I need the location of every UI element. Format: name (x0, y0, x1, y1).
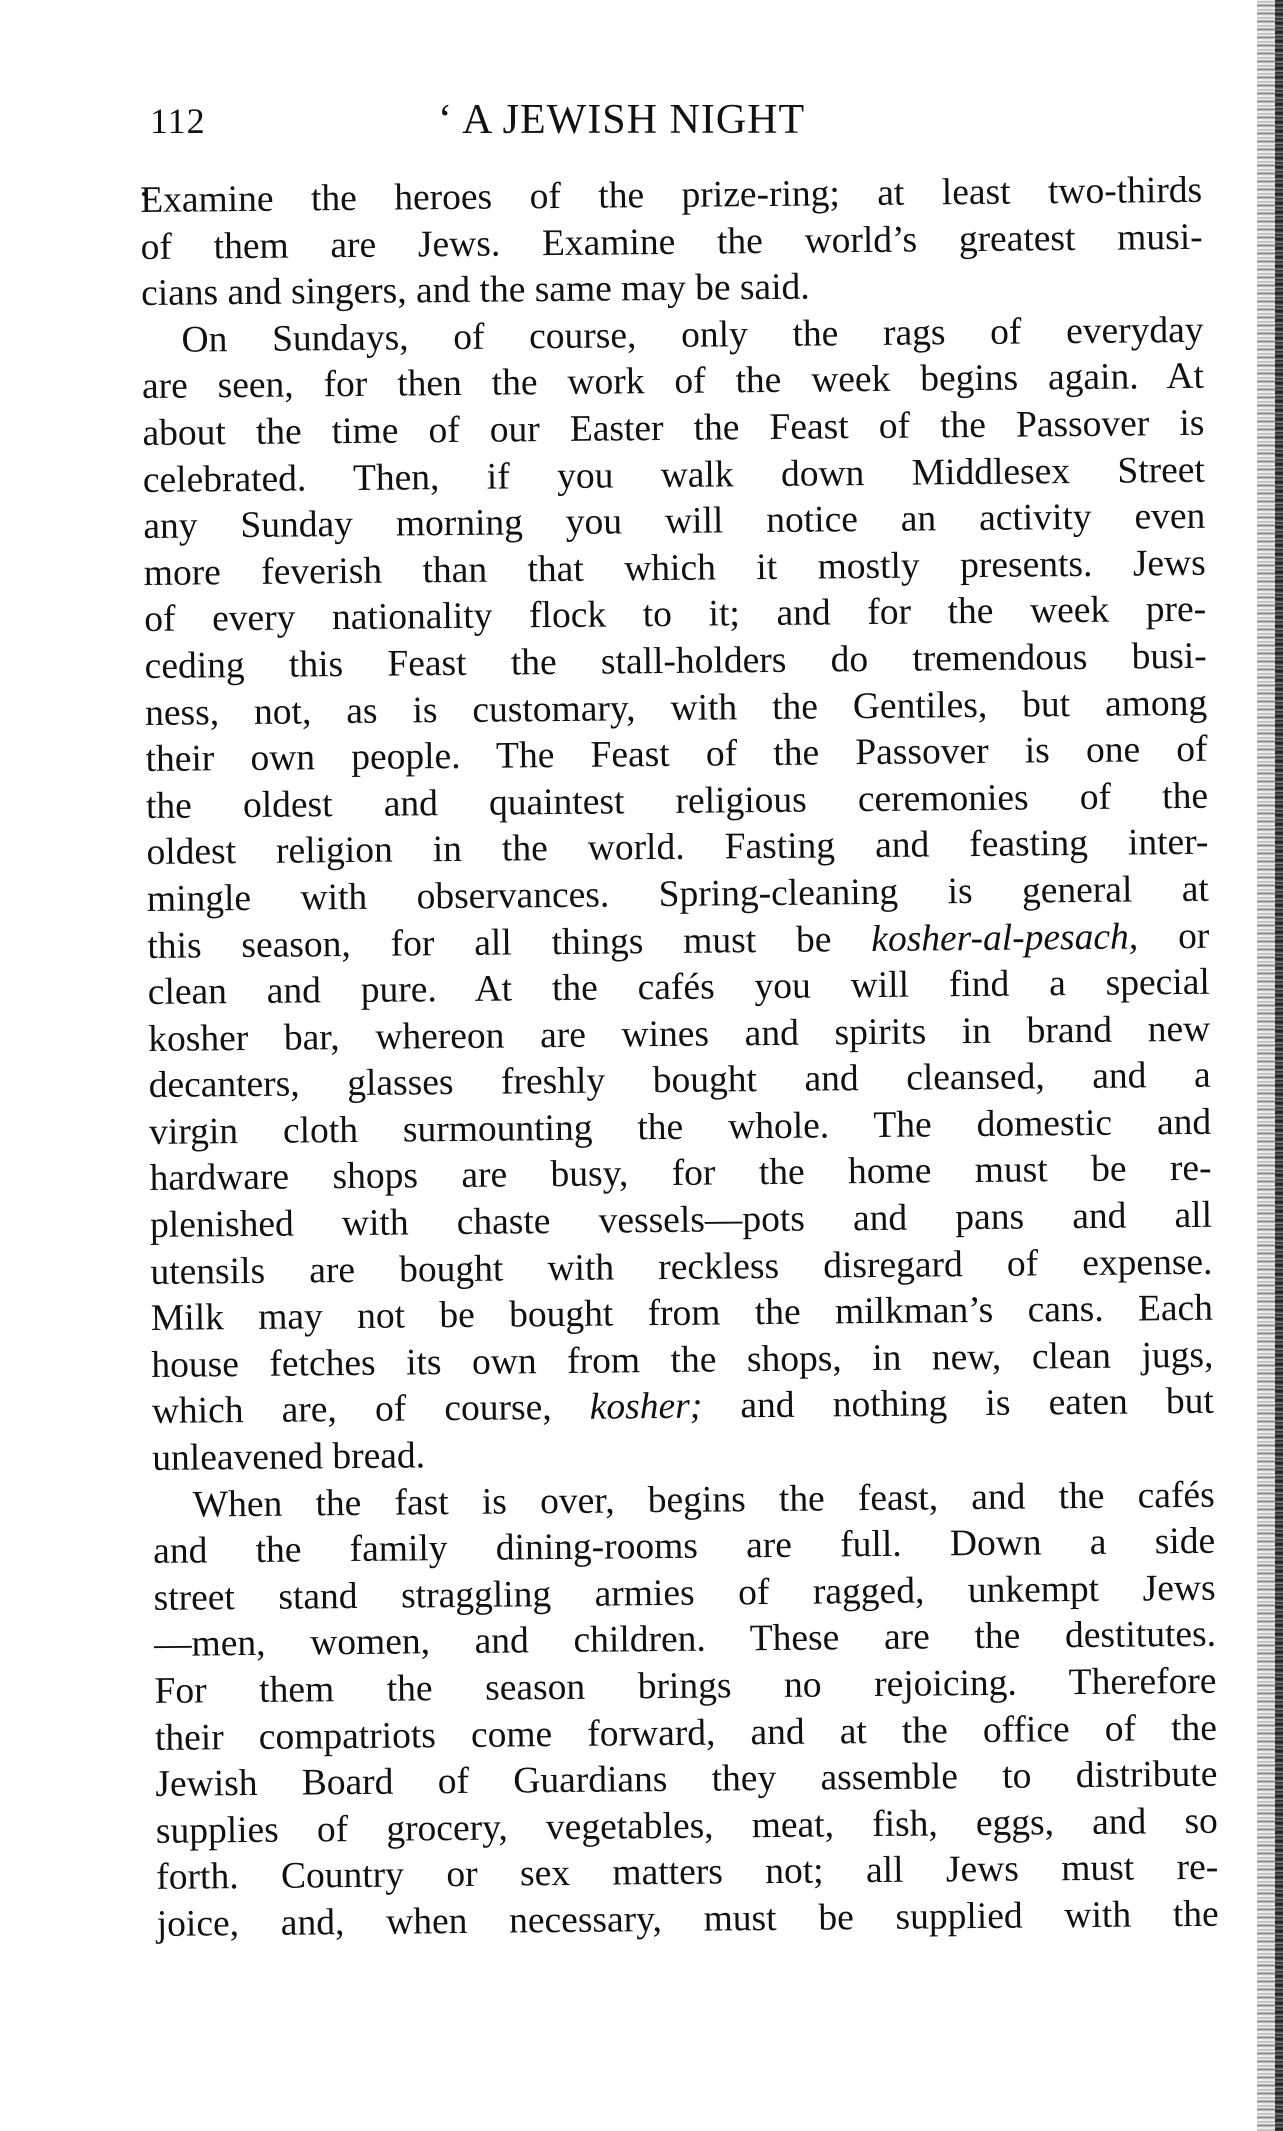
line-text: ness, not, as is customary, with the Gentiles, but among (144, 682, 1208, 734)
line-text: of every nationality flock to it; and for the week pre- (144, 589, 1207, 641)
line-text: plenished with chaste vessels—pots and pans and all (149, 1194, 1213, 1247)
line-text: their compatriots come forward, and at the office of the (154, 1707, 1218, 1759)
line-text: street stand straggling armies of ragged, unkempt Jews (153, 1567, 1216, 1619)
line-text: about the time of our Easter the Feast of the Passover is (142, 402, 1205, 454)
line-text: and the family dining-rooms are full. Down a side (152, 1520, 1216, 1573)
line-text: and nothing is eaten but (702, 1381, 1215, 1428)
line-text: or (1137, 915, 1210, 957)
line-text: more feverish than that which it mostly presents. Jews (143, 542, 1206, 594)
line-text: are seen, for then the work of the week begins again. At (141, 356, 1205, 408)
line-text: On Sundays, of course, only the rags of everyday (181, 309, 1204, 361)
line-text: Jewish Board of Guardians they assemble to distribute (155, 1753, 1218, 1806)
line-text: mingle with observances. Spring-cleaning is general at (146, 868, 1210, 920)
line-text: —men, women, and children. These are the destitutes. (153, 1614, 1217, 1666)
line-text: kosher bar, whereon are wines and spirits in brand new (148, 1008, 1211, 1060)
italic-text: kosher; (589, 1386, 703, 1429)
body-text (140, 168, 1219, 1949)
line-text: unleavened bread. (152, 1435, 426, 1479)
line-text: supplies of grocery, vegetables, meat, fish, eggs, and so (155, 1800, 1219, 1852)
line-text: cians and singers, and the same may be said. (140, 266, 810, 315)
scanned-page-edge-dark (1275, 0, 1283, 2131)
line-text: of them are Jews. Examine the world’s greatest musi- (140, 216, 1203, 268)
line-text: joice, and, when necessary, must be supplied with the (156, 1893, 1219, 1945)
line-text: For them the season brings no rejoicing. Therefore (154, 1660, 1217, 1712)
line-text: oldest religion in the world. Fasting and feasting inter- (146, 822, 1209, 874)
line-text: decanters, glasses freshly bought and cleansed, and a (148, 1055, 1211, 1107)
line-text: celebrated. Then, if you walk down Middlesex Street (142, 449, 1206, 501)
line-text: ceding this Feast the stall-holders do tremendous busi- (144, 635, 1207, 687)
running-title: ‘ A JEWISH NIGHT (438, 97, 806, 143)
line-text: Milk may not be bought from the milkman’s cans. Each (150, 1288, 1214, 1340)
line-text: forth. Country or sex matters not; all Jews must re- (156, 1847, 1219, 1899)
line-text: the oldest and quaintest religious ceremonies of the (145, 775, 1209, 827)
line-text: hardware shops are busy, for the home must be re- (149, 1148, 1212, 1200)
line-text: which are, of course, (151, 1387, 590, 1433)
line-text: this season, for all things must be (147, 918, 872, 967)
line-text: their own people. The Feast of the Passover is one of (145, 728, 1208, 781)
line-text: Examine the heroes of the prize-ring; at least two-thirds (140, 169, 1203, 221)
line-text: house fetches its own from the shops, in new, clean jugs, (151, 1334, 1214, 1386)
page-number: 112 (150, 101, 206, 141)
text-line (157, 1892, 1219, 1949)
line-text: When the fast is over, begins the feast, and the cafés (192, 1474, 1215, 1526)
line-text: any Sunday morning you will notice an activity even (143, 495, 1206, 548)
line-text: virgin cloth surmounting the whole. The domestic and (148, 1101, 1212, 1153)
line-text: utensils are bought with reckless disregard of expense. (150, 1241, 1213, 1293)
italic-text: kosher-al-pesach, (871, 915, 1139, 960)
line-text: clean and pure. At the cafés you will find a special (147, 961, 1210, 1014)
